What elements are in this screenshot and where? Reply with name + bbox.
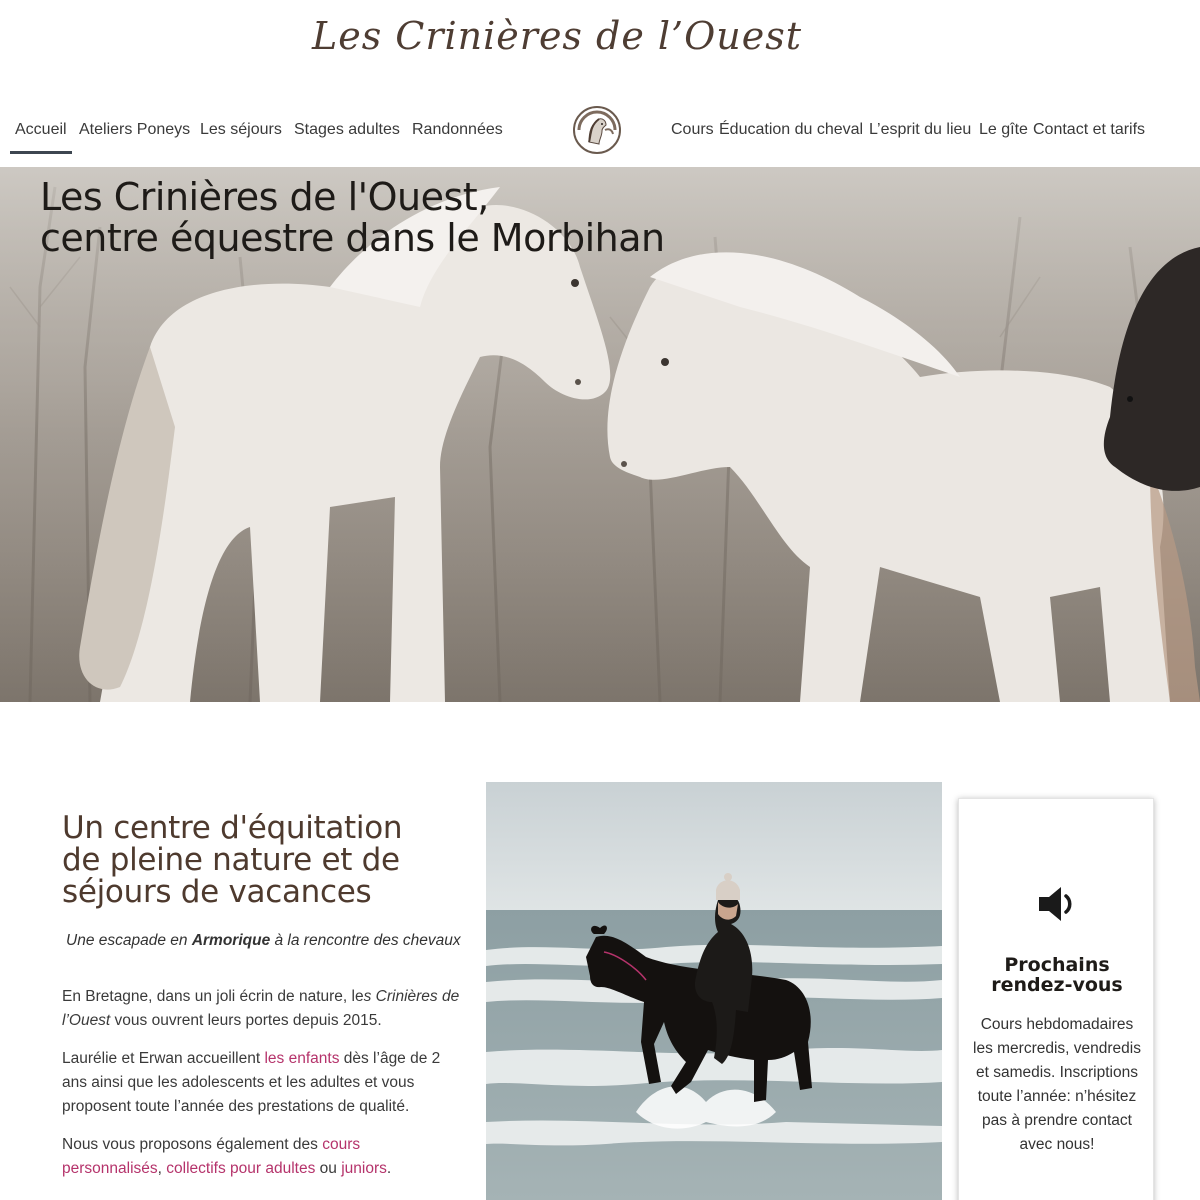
nav-item-randonnees[interactable]: Randonnées <box>412 121 503 138</box>
intro-paragraph-2 <box>62 1047 462 1119</box>
intro-paragraph-3 <box>62 1133 462 1181</box>
link-cours-personnalises[interactable]: cours personnalisés <box>62 1136 361 1177</box>
main-navigation <box>0 108 1200 154</box>
tagline <box>66 932 462 950</box>
card-title-line1: Prochains <box>1004 954 1110 976</box>
nav-item-sejours[interactable]: Les séjours <box>200 121 282 138</box>
p3-sep: , <box>157 1160 167 1177</box>
tagline-post: à la rencontre des chevaux <box>270 932 461 949</box>
beach-rider-photo <box>486 782 942 1200</box>
nav-item-ateliers-poneys[interactable]: Ateliers Poneys <box>79 121 191 138</box>
tagline-bold: Armorique <box>191 932 271 949</box>
p1-text-em: s Crinières de l’Ouest <box>62 988 460 1029</box>
p3-end: . <box>386 1160 392 1177</box>
speaker-icon <box>1037 885 1077 928</box>
p2-text-b: dès l’âge de 2 ans ainsi que les adolescents et les adultes et vous proposent toute l’année des prestations de qualité. <box>62 1050 441 1115</box>
site-title[interactable]: Les Crinières de l’Ouest <box>311 14 803 58</box>
card-title-line2: rendez-vous <box>991 974 1123 996</box>
hero-title-line2: centre équestre dans le Morbihan <box>40 216 665 260</box>
intro-heading-line2: de pleine nature et de <box>62 842 400 878</box>
link-juniors[interactable]: juniors <box>341 1160 387 1177</box>
nav-item-contact-tarifs[interactable]: Contact et tarifs <box>1033 121 1146 138</box>
intro-section <box>62 812 462 1181</box>
tagline-pre: Une escapade en <box>66 932 192 949</box>
nav-item-stages-adultes[interactable]: Stages adultes <box>294 121 400 138</box>
p1-text-a: En Bretagne, dans un joli écrin de nature, le <box>62 988 364 1005</box>
link-collectifs-adultes[interactable]: collectifs pour adultes <box>166 1160 316 1177</box>
logo-icon[interactable] <box>573 106 621 154</box>
card-text: Cours hebdomadaires les mercredis, vendredis et samedis. Inscriptions toute l’année: n’hésitez pas à prendre contact avec nous! <box>973 1016 1141 1153</box>
link-les-enfants[interactable]: les enfants <box>264 1050 340 1067</box>
nav-item-esprit-du-lieu[interactable]: L’esprit du lieu <box>869 121 972 138</box>
p3-mid: ou <box>315 1160 342 1177</box>
hero-title-line1: Les Crinières de l'Ouest, <box>40 175 489 219</box>
intro-heading-line1: Un centre d'équitation <box>62 810 403 846</box>
p1-text-b: vous ouvrent leurs portes depuis 2015. <box>110 1012 382 1029</box>
p3-text-a: Nous vous proposons également des <box>62 1136 323 1153</box>
hero-title <box>40 177 665 259</box>
nav-item-education-du-cheval[interactable]: Éducation du cheval <box>719 121 864 138</box>
p2-text-a: Laurélie et Erwan accueillent <box>62 1050 265 1067</box>
nav-item-cours[interactable]: Cours <box>671 121 714 138</box>
card-title <box>959 955 1155 995</box>
intro-paragraph-1 <box>62 985 462 1033</box>
nav-item-accueil[interactable]: Accueil <box>10 108 72 154</box>
intro-heading <box>62 812 462 908</box>
nav-item-le-gite[interactable]: Le gîte <box>979 121 1028 138</box>
hero-banner <box>0 167 1200 702</box>
upcoming-events-card <box>958 798 1154 1200</box>
intro-heading-line3: séjours de vacances <box>62 874 372 910</box>
